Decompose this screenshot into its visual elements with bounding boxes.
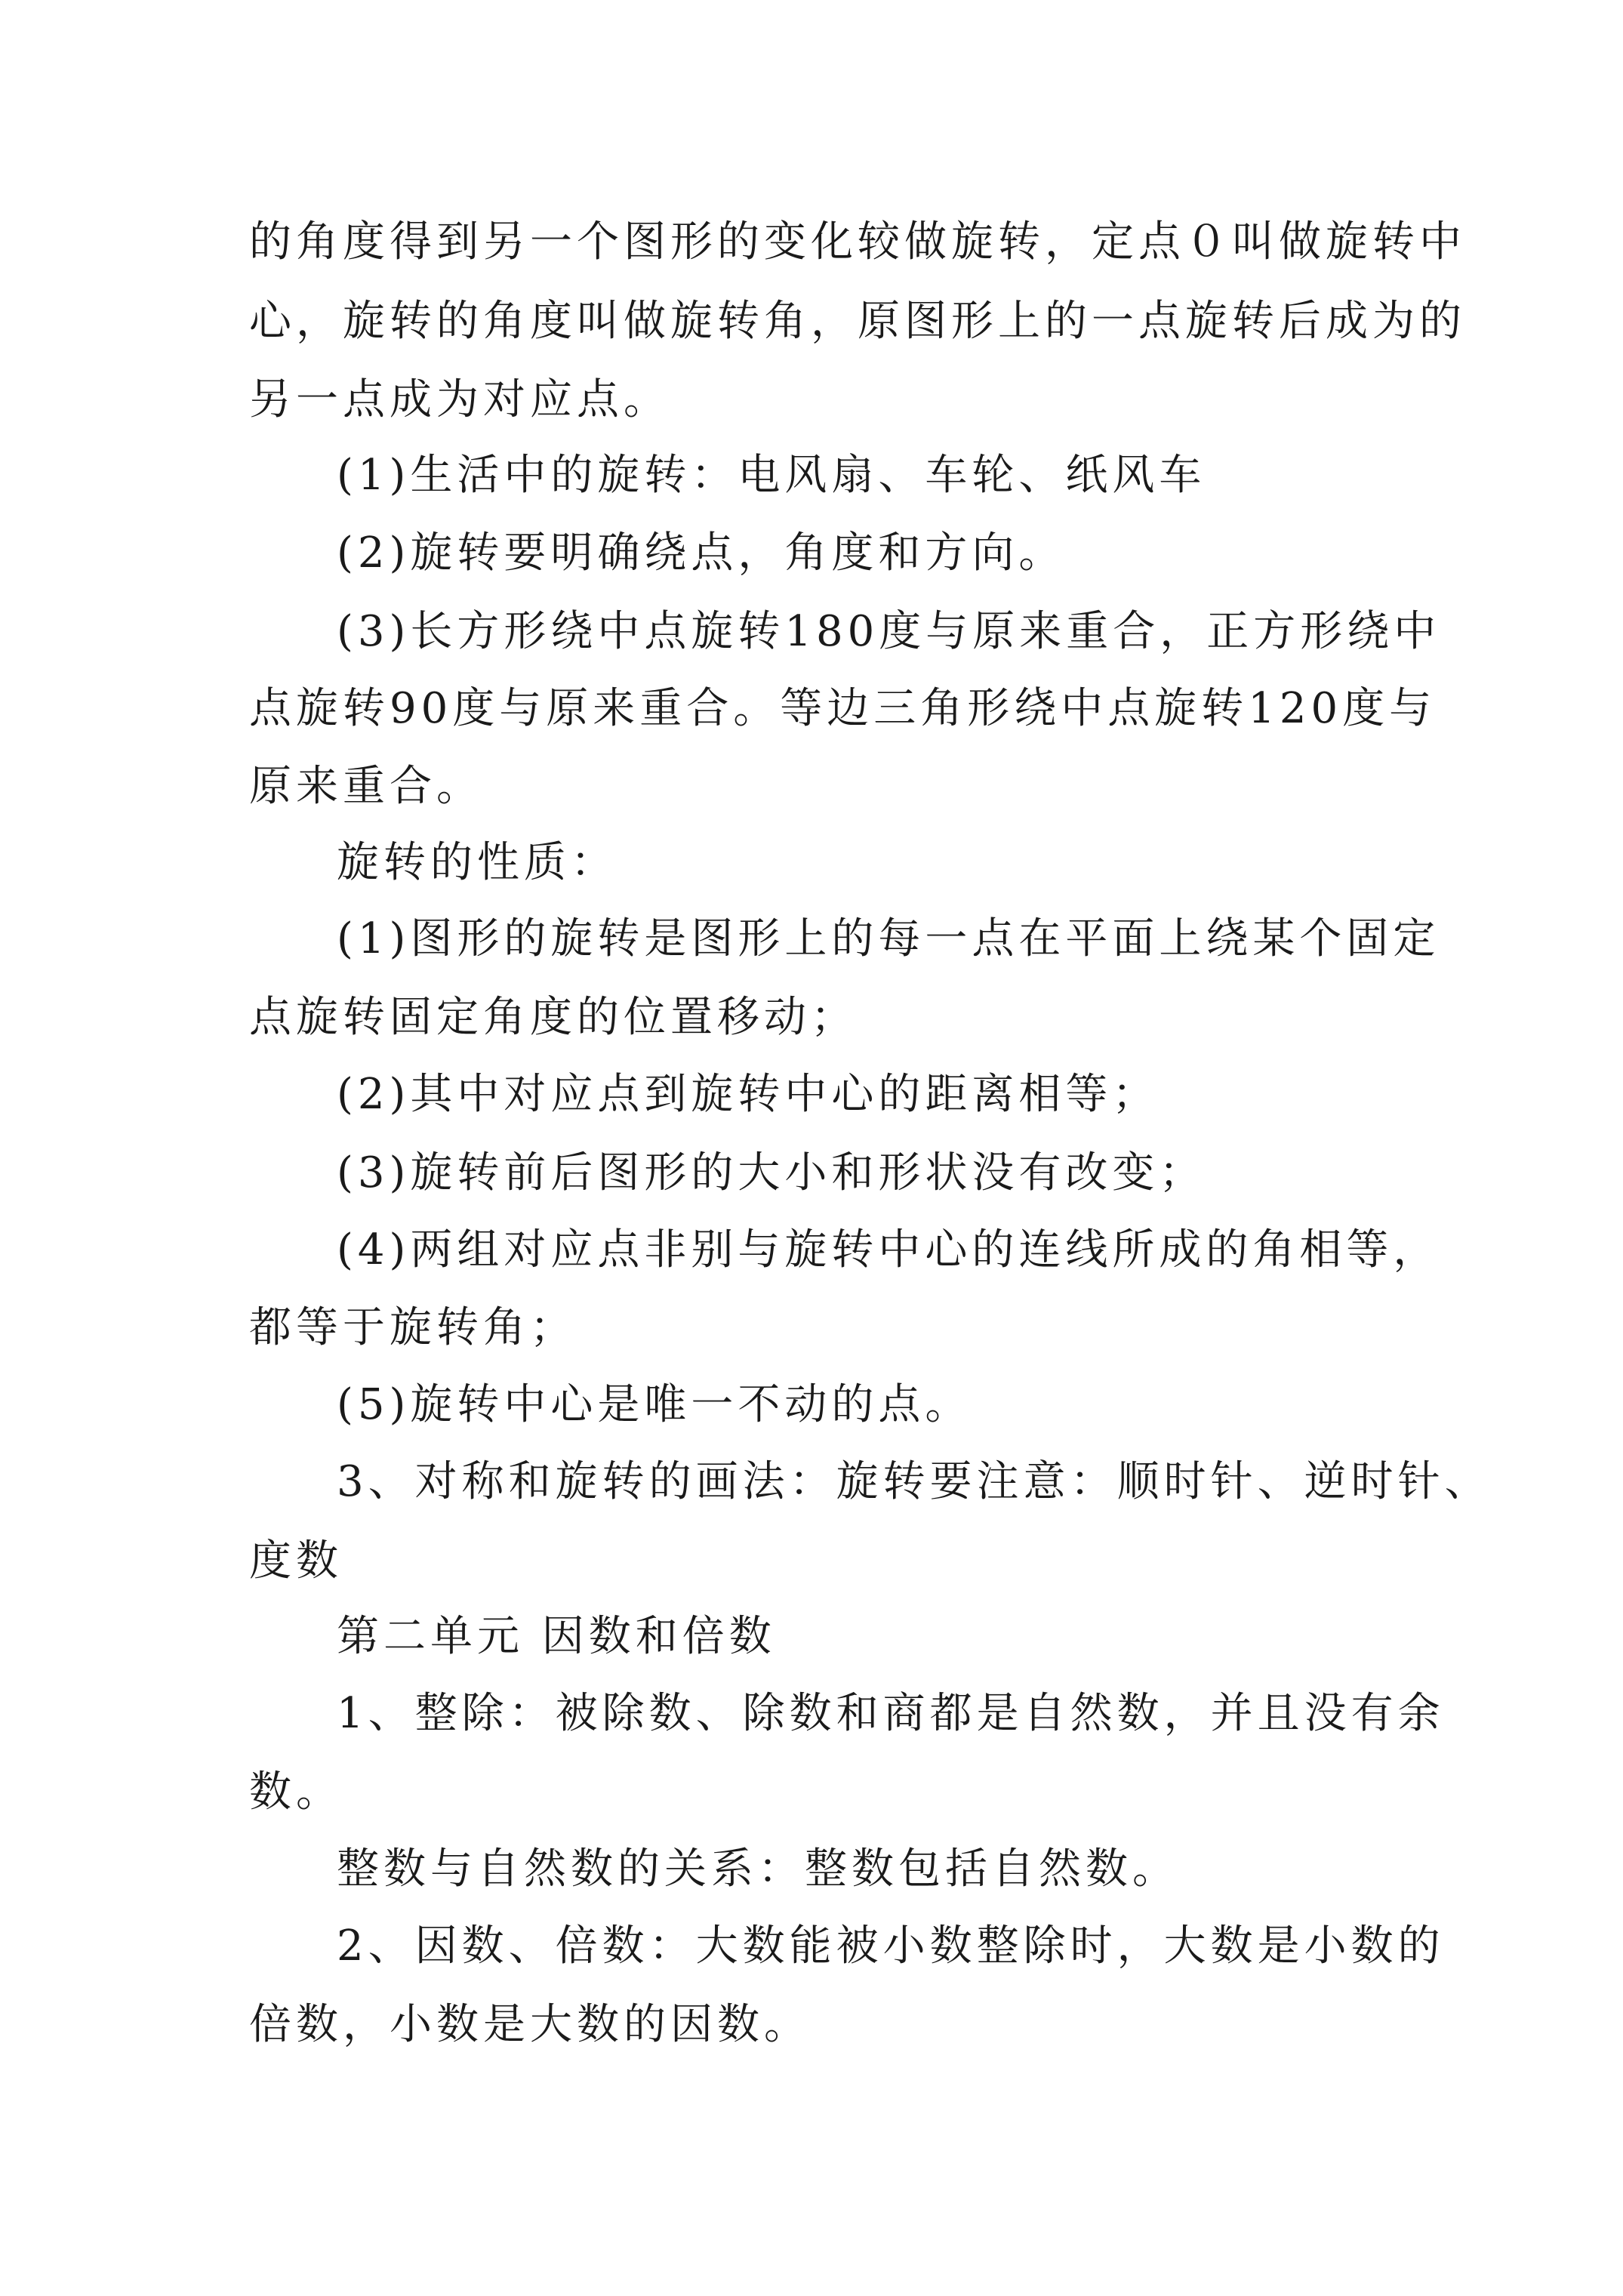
text-line: 点旋转固定角度的位置移动； xyxy=(249,993,858,1042)
text-line: (4)两组对应点非别与旋转中心的连线所成的角相等， xyxy=(337,1225,1440,1274)
text-line: 点旋转90度与原来重合。等边三角形绕中点旋转120度与 xyxy=(249,684,1437,733)
text-line: 2、因数、倍数：大数能被小数整除时，大数是小数的 xyxy=(337,1922,1445,1971)
text-line: (2)旋转要明确绕点，角度和方向。 xyxy=(337,529,1066,578)
text-line: (5)旋转中心是唯一不动的点。 xyxy=(337,1380,972,1429)
text-line: 倍数，小数是大数的因数。 xyxy=(249,2000,811,2049)
text-line: 数。 xyxy=(249,1767,343,1817)
text-line: 原来重合。 xyxy=(249,762,483,811)
text-line: 旋转的性质： xyxy=(337,838,617,887)
text-line: (3)旋转前后图形的大小和形状没有改变； xyxy=(337,1148,1206,1197)
text-line: (2)其中对应点到旋转中心的距离相等； xyxy=(337,1070,1160,1119)
text-line: 3、对称和旋转的画法：旋转要注意：顺时针、逆时针、 xyxy=(337,1457,1492,1506)
text-line: 整数与自然数的关系：整数包括自然数。 xyxy=(337,1845,1179,1894)
text-line: (1)生活中的旋转：电风扇、车轮、纸风车 xyxy=(337,451,1206,500)
text-line: 心，旋转的角度叫做旋转角，原图形上的一点旋转后成为的 xyxy=(249,297,1466,346)
text-line: 的角度得到另一个图形的变化较做旋转，定点０叫做旋转中 xyxy=(249,217,1466,267)
text-line: 1、整除：被除数、除数和商都是自然数，并且没有余 xyxy=(337,1689,1445,1738)
text-line: 另一点成为对应点。 xyxy=(249,375,670,424)
text-line: (1)图形的旋转是图形上的每一点在平面上绕某个固定 xyxy=(337,914,1440,963)
text-line: 度数 xyxy=(249,1536,343,1586)
section-heading: 第二单元 因数和倍数 xyxy=(337,1612,776,1661)
text-line: (3)长方形绕中点旋转180度与原来重合，正方形绕中 xyxy=(337,607,1441,656)
text-line: 都等于旋转角； xyxy=(249,1303,577,1352)
